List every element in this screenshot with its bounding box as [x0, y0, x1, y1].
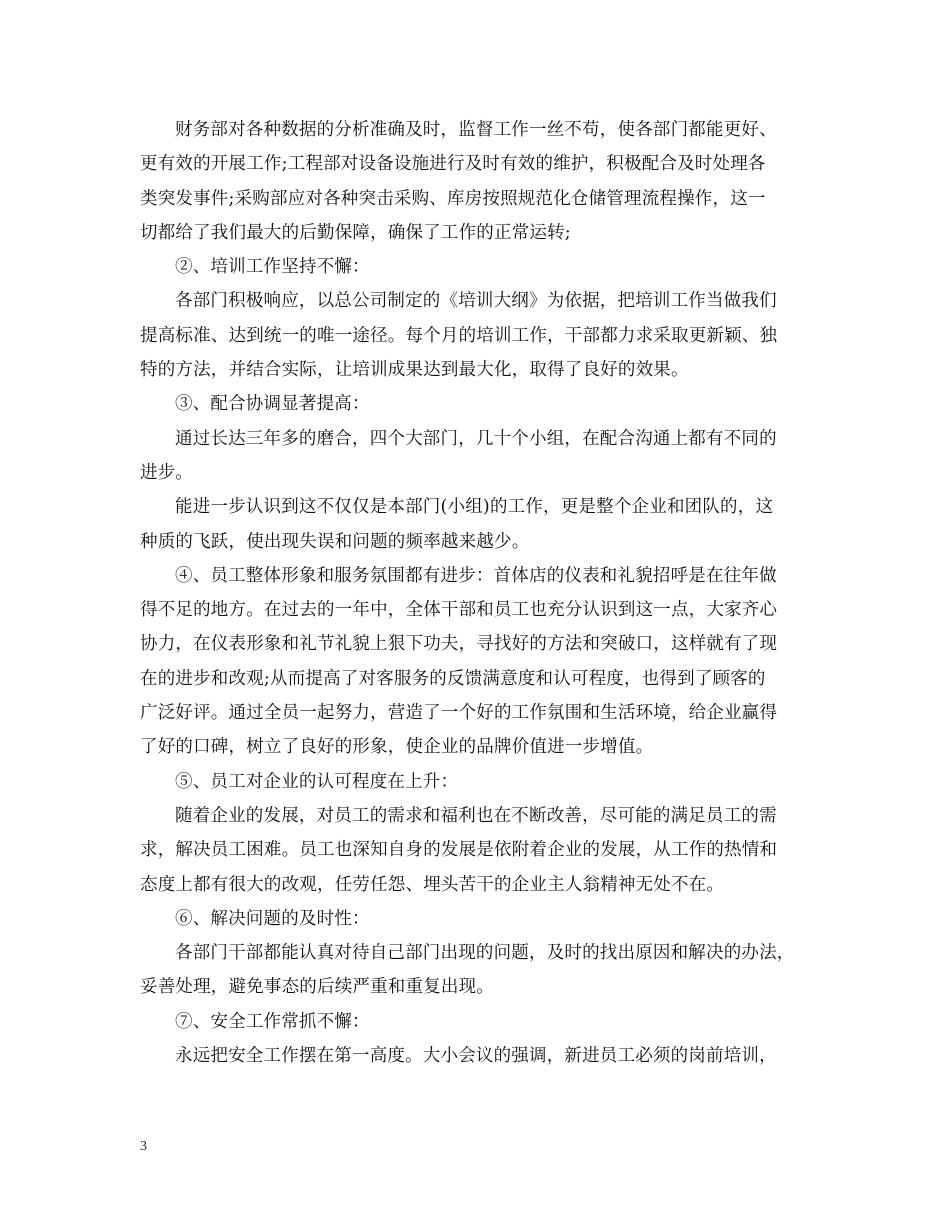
text-line: ④、员工整体形象和服务氛围都有进步：首体店的仪表和礼貌招呼是在往年做 — [175, 565, 777, 586]
paragraph — [140, 113, 812, 250]
text-line: 类突发事件;采购部应对各种突击采购、库房按照规范化仓储管理流程操作，这一 — [140, 188, 766, 209]
paragraph — [140, 284, 812, 387]
document-body — [140, 113, 812, 1073]
paragraph — [140, 250, 812, 284]
text-line: 随着企业的发展，对员工的需求和福利也在不断改善，尽可能的满足员工的需 — [175, 805, 777, 826]
text-line: 更有效的开展工作;工程部对设备设施进行及时有效的维护，积极配合及时处理各 — [140, 154, 766, 175]
paragraph — [140, 936, 812, 1005]
paragraph — [140, 1039, 812, 1073]
text-line: 提高标准、达到统一的唯一途径。每个月的培训工作，干部都力求采取更新颖、独 — [140, 325, 778, 346]
text-line: 在的进步和改观;从而提高了对客服务的反馈满意度和认可程度，也得到了顾客的 — [140, 668, 766, 689]
text-line: 各部门干部都能认真对待自己部门出现的问题，及时的找出原因和解决的办法， — [175, 943, 795, 964]
text-line: 得不足的地方。在过去的一年中，全体干部和员工也充分认识到这一点，大家齐心 — [140, 600, 778, 621]
text-line: 态度上都有很大的改观，任劳任怨、埋头苦干的企业主人翁精神无处不在。 — [140, 874, 725, 895]
paragraph — [140, 490, 812, 559]
text-line: 求，解决员工困难。员工也深知自身的发展是依附着企业的发展，从工作的热情和 — [140, 840, 778, 861]
text-line: ③、配合协调显著提高： — [175, 394, 370, 415]
paragraph — [140, 387, 812, 421]
text-line: 永远把安全工作摆在第一高度。大小会议的强调，新进员工必须的岗前培训， — [175, 1046, 777, 1067]
text-line: ⑥、解决问题的及时性： — [175, 908, 370, 929]
paragraph — [140, 799, 812, 902]
text-line: 财务部对各种数据的分析准确及时，监督工作一丝不苟，使各部门都能更好、 — [175, 120, 777, 140]
text-line: 通过长达三年多的磨合，四个大部门，几十个小组，在配合沟通上都有不同的 — [175, 428, 777, 449]
text-line: 广泛好评。通过全员一起努力，营造了一个好的工作氛围和生活环境，给企业赢得 — [140, 703, 778, 724]
paragraph — [140, 559, 812, 765]
page-number: 3 — [140, 1139, 147, 1154]
paragraph — [140, 902, 812, 936]
text-line: 能进一步认识到这不仅仅是本部门(小组)的工作，更是整个企业和团队的，这 — [175, 497, 774, 518]
text-line: ⑦、安全工作常抓不懈： — [175, 1011, 370, 1032]
text-line: 种质的飞跃，使出现失误和问题的频率越来越少。 — [140, 531, 530, 552]
paragraph — [140, 1005, 812, 1039]
text-line: 切都给了我们最大的后勤保障，确保了工作的正常运转; — [140, 222, 571, 243]
text-line: 特的方法，并结合实际，让培训成果达到最大化，取得了良好的效果。 — [140, 360, 689, 381]
paragraph — [140, 765, 812, 799]
text-line: ⑤、员工对企业的认可程度在上升： — [175, 771, 459, 792]
text-line: ②、培训工作坚持不懈： — [175, 257, 370, 278]
text-line: 了好的口碑，树立了良好的形象，使企业的品牌价值进一步增值。 — [140, 737, 654, 758]
text-line: 各部门积极响应，以总公司制定的《培训大纲》为依据，把培训工作当做我们 — [175, 291, 777, 312]
text-line: 进步。 — [140, 462, 194, 483]
text-line: 协力，在仪表形象和礼节礼貌上狠下功夫，寻找好的方法和突破口，这样就有了现 — [140, 634, 778, 655]
text-line: 妥善处理，避免事态的后续严重和重复出现。 — [140, 977, 494, 998]
paragraph — [140, 422, 812, 491]
